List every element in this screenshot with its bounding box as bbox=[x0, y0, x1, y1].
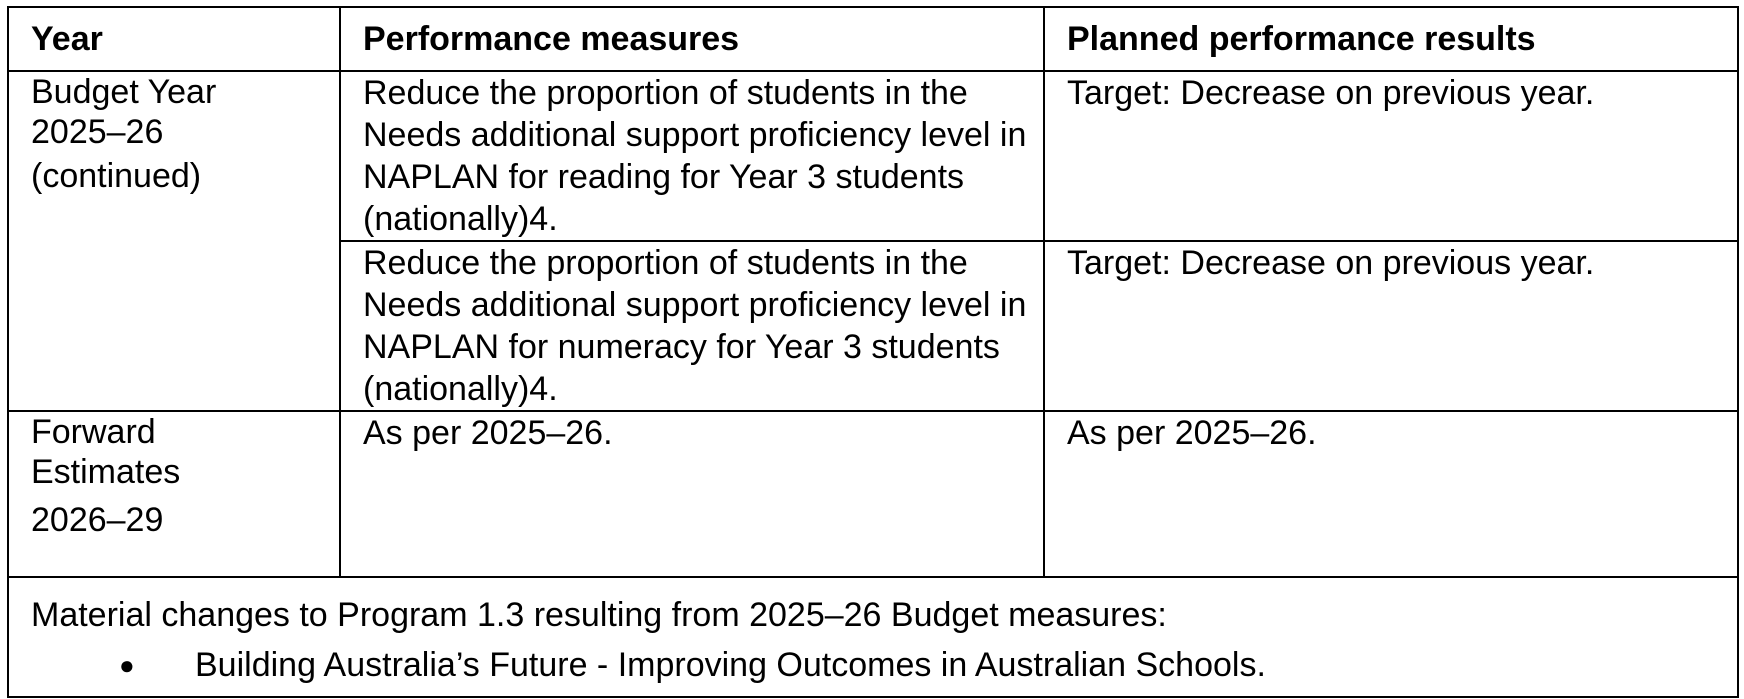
measure-cell: Reduce the proportion of students in the Needs additional support proficiency level in NAPLAN for reading for Year 3 students (nationally)4. bbox=[340, 71, 1044, 241]
measure-cell: As per 2025–26. bbox=[340, 411, 1044, 577]
measure-cell: Reduce the proportion of students in the Needs additional support proficiency level in NAPLAN for numeracy for Year 3 students (nationally)4. bbox=[340, 241, 1044, 411]
budget-year-range: 2025–26 bbox=[31, 113, 164, 151]
note-row bbox=[8, 577, 1738, 697]
forward-estimates-range: 2026–29 bbox=[31, 501, 164, 539]
budget-year-label: Budget Year bbox=[31, 73, 217, 111]
result-cell: Target: Decrease on previous year. bbox=[1044, 71, 1738, 241]
header-performance-measures: Performance measures bbox=[340, 7, 1044, 71]
continued-label: (continued) bbox=[31, 157, 202, 195]
table-row bbox=[8, 411, 1738, 577]
list-item bbox=[31, 640, 1727, 690]
forward-estimates-cell bbox=[8, 411, 340, 577]
bullet-icon: ● bbox=[119, 650, 135, 680]
note-cell bbox=[8, 577, 1738, 697]
note-item-text: Building Australia’s Future - Improving Outcomes in Australian Schools. bbox=[195, 646, 1266, 684]
budget-year-cell bbox=[8, 71, 340, 411]
note-text: Material changes to Program 1.3 resulting from 2025–26 Budget measures: bbox=[31, 596, 1167, 634]
estimates-label: Estimates bbox=[31, 453, 181, 491]
result-cell: As per 2025–26. bbox=[1044, 411, 1738, 577]
header-year: Year bbox=[8, 7, 340, 71]
performance-table bbox=[7, 6, 1739, 698]
table-row bbox=[8, 71, 1738, 241]
forward-label: Forward bbox=[31, 413, 156, 451]
header-planned-results: Planned performance results bbox=[1044, 7, 1738, 71]
table-header-row bbox=[8, 7, 1738, 71]
result-cell: Target: Decrease on previous year. bbox=[1044, 241, 1738, 411]
